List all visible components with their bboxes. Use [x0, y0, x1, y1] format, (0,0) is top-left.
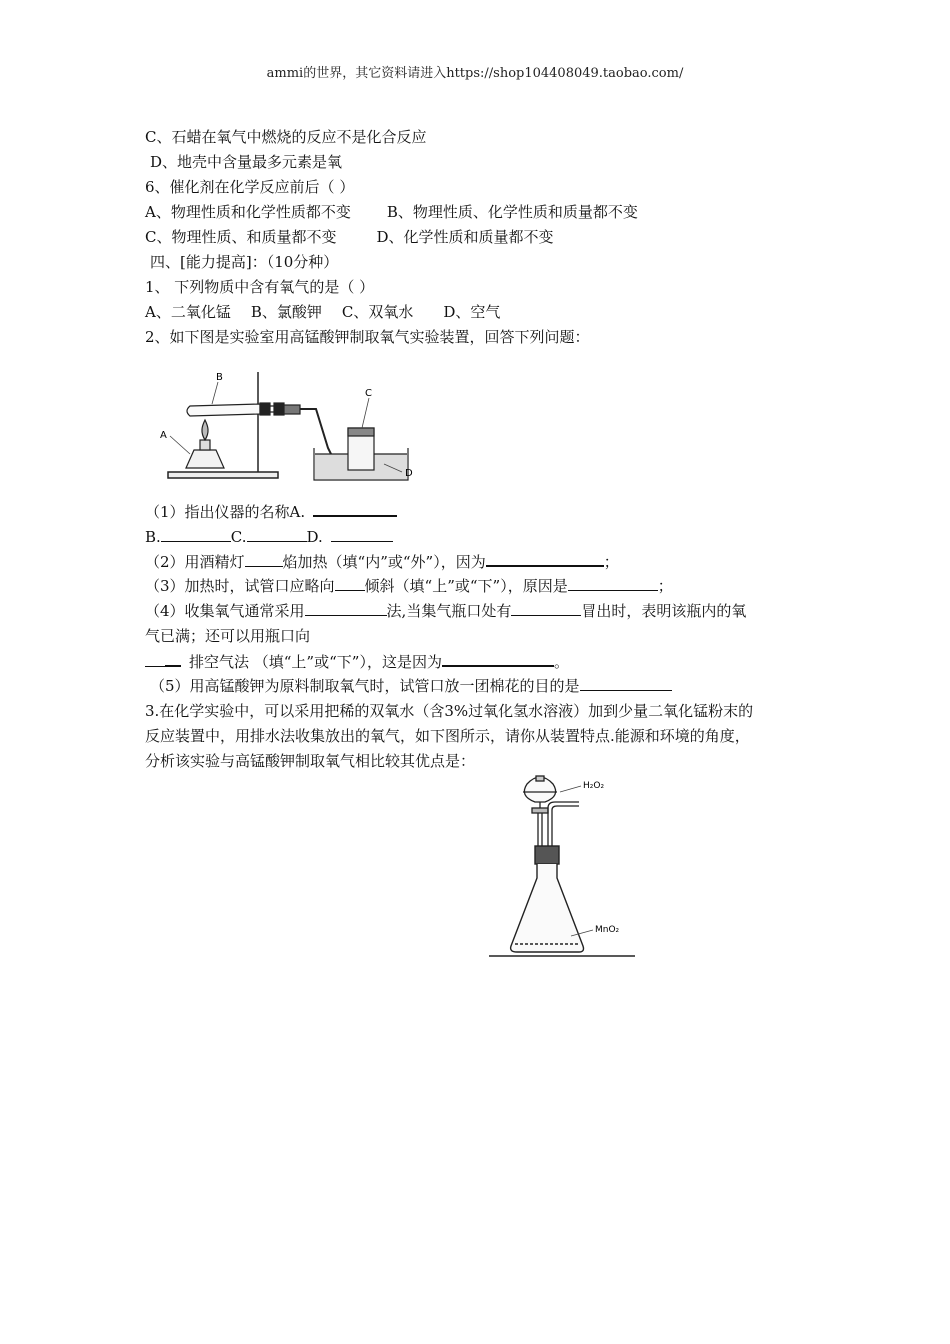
q3-line-1: 3.在化学实验中，可以采用把稀的双氧水（含3%过氧化氢水溶液）加到少量二氧化锰粉末的 [145, 702, 754, 720]
q6-option-c: C、物理性质、和质量都不变 [145, 228, 337, 246]
answer-blank-a[interactable] [313, 501, 397, 517]
q5-option-c: C、石蜡在氧气中燃烧的反应不是化合反应 [145, 128, 427, 146]
q3-line-2: 反应装置中，用排水法收集放出的氧气，如下图所示，请你从装置特点.能源和环境的角度， [145, 727, 750, 745]
h2o2-leader [560, 786, 581, 792]
conical-flask [511, 846, 584, 952]
answer-blank-d[interactable] [331, 527, 393, 542]
label-d: D [405, 468, 413, 479]
s4-q1-option-c: C、双氧水 [341, 303, 414, 321]
q3-line-3: 分析该实验与高锰酸钾制取氧气相比较其优点是： [145, 752, 476, 770]
answer-blank-tilt-reason[interactable] [568, 576, 658, 591]
s4-q1-options [145, 302, 500, 322]
q2-sub5: （5）用高锰酸钾为原料制取氧气时，试管口放一团棉花的目的是 [150, 676, 672, 696]
label-b: B [216, 372, 223, 383]
label-c-leader [362, 398, 369, 428]
answer-blank-flame[interactable] [245, 552, 283, 567]
gas-collecting-bottle [348, 428, 374, 470]
label-c: C [365, 388, 372, 399]
answer-blank-method[interactable] [305, 601, 387, 616]
label-mno2: MnO₂ [595, 925, 620, 935]
q6-options-row-2 [145, 227, 554, 247]
s4-q2-stem: 2、如下图是实验室用高锰酸钾制取氧气实验装置，回答下列问题： [145, 328, 590, 346]
label-h2o2: H₂O₂ [583, 781, 605, 791]
s4-q1-option-b: B、氯酸钾 [250, 303, 322, 321]
q6-option-d: D、化学性质和质量都不变 [376, 228, 554, 246]
s4-q1-option-a: A、二氧化锰 [145, 303, 231, 321]
kmno4-apparatus-figure [150, 368, 430, 493]
q2-sub4-line-1: （4）收集氧气通常采用 法,当集气瓶口处有 冒出时，表明该瓶内的氧 [145, 602, 747, 620]
h2o2-apparatus-figure [485, 768, 655, 963]
q2-sub3: （3）加热时，试管口应略向 倾斜（填“上”或“下”），原因是 ； [145, 577, 673, 595]
label-a-leader [170, 436, 190, 454]
label-b-leader [212, 382, 218, 404]
answer-blank-direction-reason[interactable] [442, 651, 554, 667]
answer-blank-c[interactable] [247, 527, 307, 542]
answer-blank-flame-reason[interactable] [486, 551, 604, 567]
q6-option-a: A、物理性质和化学性质都不变 [145, 203, 351, 221]
section-title: 四、[能力提高]：（10分种） [150, 253, 339, 271]
alcohol-lamp [186, 420, 224, 468]
q2-sub2: （2）用酒精灯 焰加热（填“内”或“外”），因为 ； [145, 553, 619, 571]
q6-options-row-1 [145, 202, 638, 222]
answer-blank-direction[interactable] [165, 651, 181, 667]
page-header: ammi的世界，其它资料请进入https://shop104408049.taobao.com/ [266, 66, 684, 81]
q6-stem: 6、催化剂在化学反应前后（ ） [145, 178, 355, 196]
answer-blank-cotton[interactable] [580, 676, 672, 691]
q2-sub1-line-bcd: B. C. D. [145, 527, 393, 547]
q6-option-b: B、物理性质、化学性质和质量都不变 [386, 203, 638, 221]
label-a: A [160, 430, 167, 441]
q2-sub4-line-3: 排空气法 （填“上”或“下”），这是因为 。 [145, 651, 569, 672]
q5-option-d: D、地壳中含量最多元素是氧 [150, 153, 343, 171]
iron-stand [168, 372, 278, 478]
q2-sub1-line-a: （1）指出仪器的名称A. [145, 501, 397, 522]
test-tube [187, 403, 300, 416]
q2-sub4-line-2: 气已满；还可以用瓶口向 [145, 627, 311, 645]
answer-blank-tilt[interactable] [335, 576, 365, 591]
answer-blank-bubbles[interactable] [511, 601, 581, 616]
s4-q1-option-d: D、空气 [443, 303, 501, 321]
answer-blank-b[interactable] [161, 527, 231, 542]
s4-q1-stem: 1、 下列物质中含有氧气的是（ ） [145, 278, 375, 296]
